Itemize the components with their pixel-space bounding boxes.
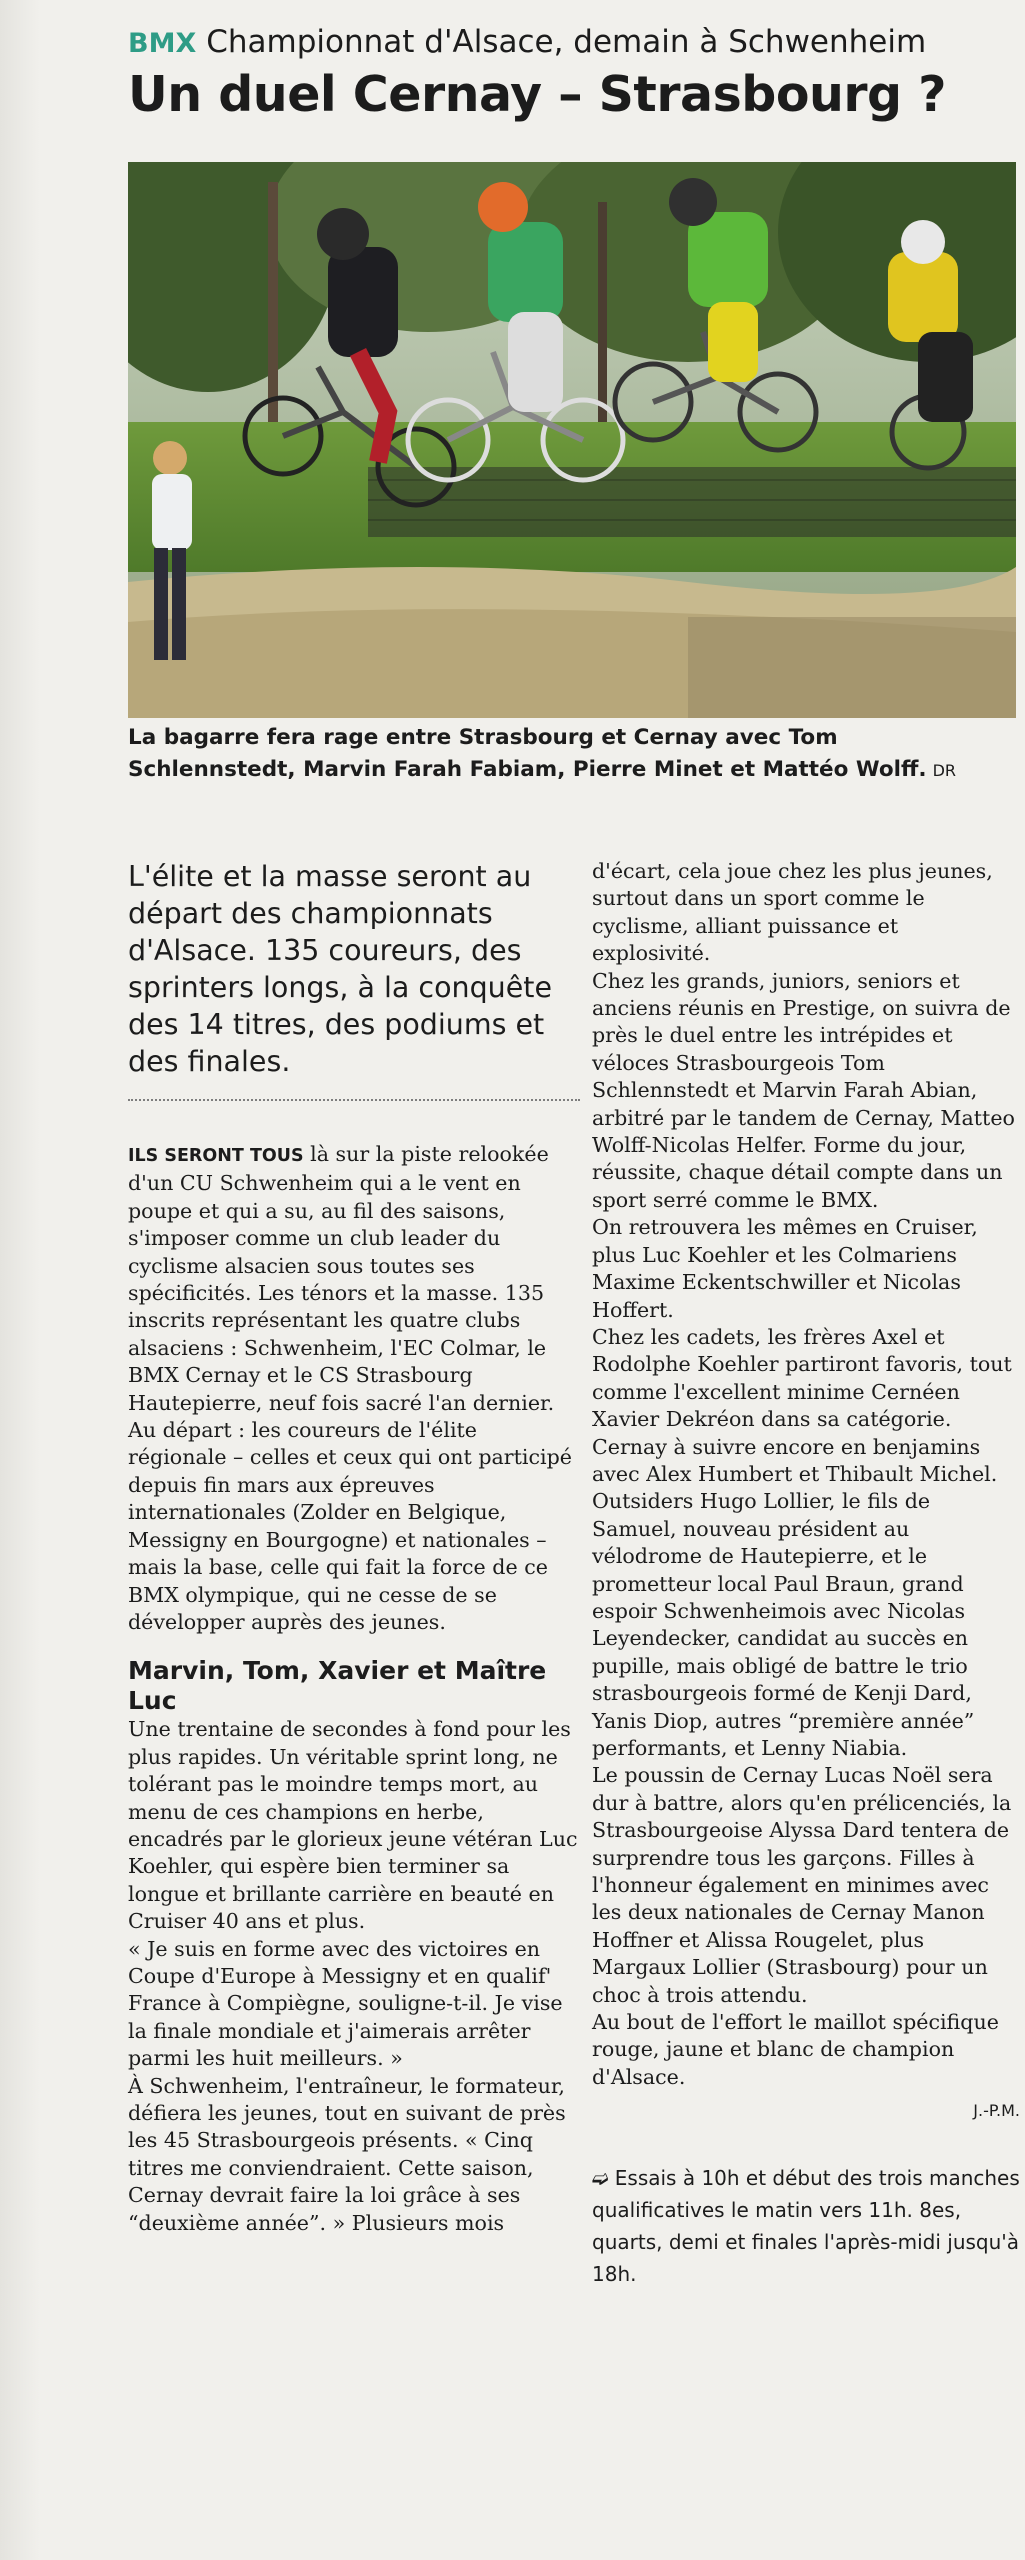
article-photo (128, 162, 1016, 718)
body-paragraph: Au départ : les coureurs de l'élite régionale – celles et ceux qui ont participé depuis fin mars aux épreuves internationales (Zolder en Belgique, Messigny en Bourgogne) et nationales – mais la base, celle qui fait la force de ce BMX olympique, qui ne cesse de se développer auprès des jeunes. (128, 1418, 572, 1634)
caption-text: La bagarre fera rage entre Strasbourg et Cernay avec Tom Schlennstedt, Marvin Farah Fabiam, Pierre Minet et Mattéo Wolff. (128, 725, 927, 782)
page-edge-shadow (0, 0, 40, 2560)
body-paragraph: Le poussin de Cernay Lucas Noël sera dur à battre, alors qu'en prélicenciés, la Strasbourgeoise Alyssa Dard tentera de surprendre tous les garçons. Filles à l'honneur également en minimes avec les deux nationales de Cernay Manon Hoffner et Alissa Rougelet, plus Margaux Lollier (Strasbourg) pour un choc à trois attendu. (592, 1763, 1012, 2007)
practical-info (592, 2162, 1020, 2290)
body-paragraph: Chez les grands, juniors, seniors et anciens réunis en Prestige, on suivra de près le duel entre les intrépides et véloces Strasbourgeois Tom Schlennstedt et Marvin Farah Abian, arbitré par le tandem de Cernay, Matteo Wolff-Nicolas Helfer. Forme du jour, réussite, chaque détail compte dans un sport serré comme le BMX. (592, 968, 1015, 1212)
photo-credit: DR (932, 761, 957, 780)
body-paragraph: d'écart, cela joue chez les plus jeunes, surtout dans un sport comme le cyclisme, alliant puissance et explosivité. (592, 859, 993, 966)
author-signature: J.-P.M. (973, 2101, 1020, 2121)
headline: Un duel Cernay – Strasbourg ? (128, 66, 947, 123)
photo-caption (128, 722, 1008, 787)
paragraph-text: là sur la piste relookée d'un CU Schwenheim qui a le vent en poupe et qui a su, au fil des saisons, s'imposer comme un club leader du cyclisme alsacien sous toutes ses spécificités. Les ténors et la masse. 135 inscrits représentant les quatre clubs alsaciens : Schwenheim, l'EC Colmar, le BMX Cernay et le CS Strasbourg Hautepierre, neuf fois sacré l'an dernier. (128, 1142, 555, 1415)
lead-in: ILS SERONT TOUS (128, 1146, 304, 1166)
body-paragraph: On retrouvera les mêmes en Cruiser, plus Luc Koehler et les Colmariens Maxime Eckentschwiller et Nicolas Hoffert. (592, 1215, 978, 1322)
body-paragraph (128, 1141, 580, 1417)
kicker-text: Championnat d'Alsace, demain à Schwenheim (206, 24, 927, 60)
article-column-right (592, 858, 1020, 2290)
body-paragraph: À Schwenheim, l'entraîneur, le formateur, défiera les jeunes, tout en suivant de près les 45 Strasbourgeois présents. « Cinq titres me conviendraient. Cette saison, Cernay devrait faire la loi grâce à ses “deuxième année”. » Plusieurs mois (128, 2073, 566, 2235)
body-paragraph: Au bout de l'effort le maillot spécifique rouge, jaune et blanc de champion d'Alsace. (592, 2010, 999, 2089)
lead-separator (128, 1099, 580, 1101)
article-lead: L'élite et la masse seront au départ des championnats d'Alsace. 135 coureurs, des sprinters longs, à la conquête des 14 titres, des podiums et des finales. (128, 860, 552, 1078)
section-tag: BMX (128, 28, 197, 59)
article-column-left (128, 858, 580, 2237)
arrow-bullet-icon: ➫ (592, 2166, 609, 2191)
body-paragraph: « Je suis en forme avec des victoires en Coupe d'Europe à Messigny et en qualif' France à Compiègne, souligne-t-il. Je vise la finale mondiale et j'aimerais arrêter parmi les huit meilleurs. » (128, 1936, 563, 2071)
body-paragraph: Chez les cadets, les frères Axel et Rodolphe Koehler partiront favoris, tout comme l'excellent minime Cernéen Xavier Dekréon dans sa catégorie. Cernay à suivre encore en benjamins avec Alex Humbert et Thibault Michel. Outsiders Hugo Lollier, le fils de Samuel, nouveau président au vélodrome de Hautepierre, et le prometteur local Paul Braun, grand espoir Schwenheimois avec Nicolas Leyendecker, candidat au succès en pupille, mais obligé de battre le trio strasbourgeois formé de Kenji Dard, Yanis Diop, autres “première année” performants, et Lenny Niabia. (592, 1324, 1012, 1760)
kicker (128, 22, 926, 64)
article-subhead: Marvin, Tom, Xavier et Maître Luc (128, 1656, 547, 1716)
body-paragraph: Une trentaine de secondes à fond pour les plus rapides. Un véritable sprint long, ne tolérant pas le moindre temps mort, au menu de ces champions en herbe, encadrés par le glorieux jeune vétéran Luc Koehler, qui espère bien terminer sa longue et brillante carrière en beauté en Cruiser 40 ans et plus. (128, 1717, 578, 1934)
bmx-riders-photo (128, 162, 1016, 718)
practical-info-text: Essais à 10h et début des trois manches qualificatives le matin vers 11h. 8es, quarts, demi et finales l'après-midi jusqu'à 18h. (592, 2166, 1020, 2287)
